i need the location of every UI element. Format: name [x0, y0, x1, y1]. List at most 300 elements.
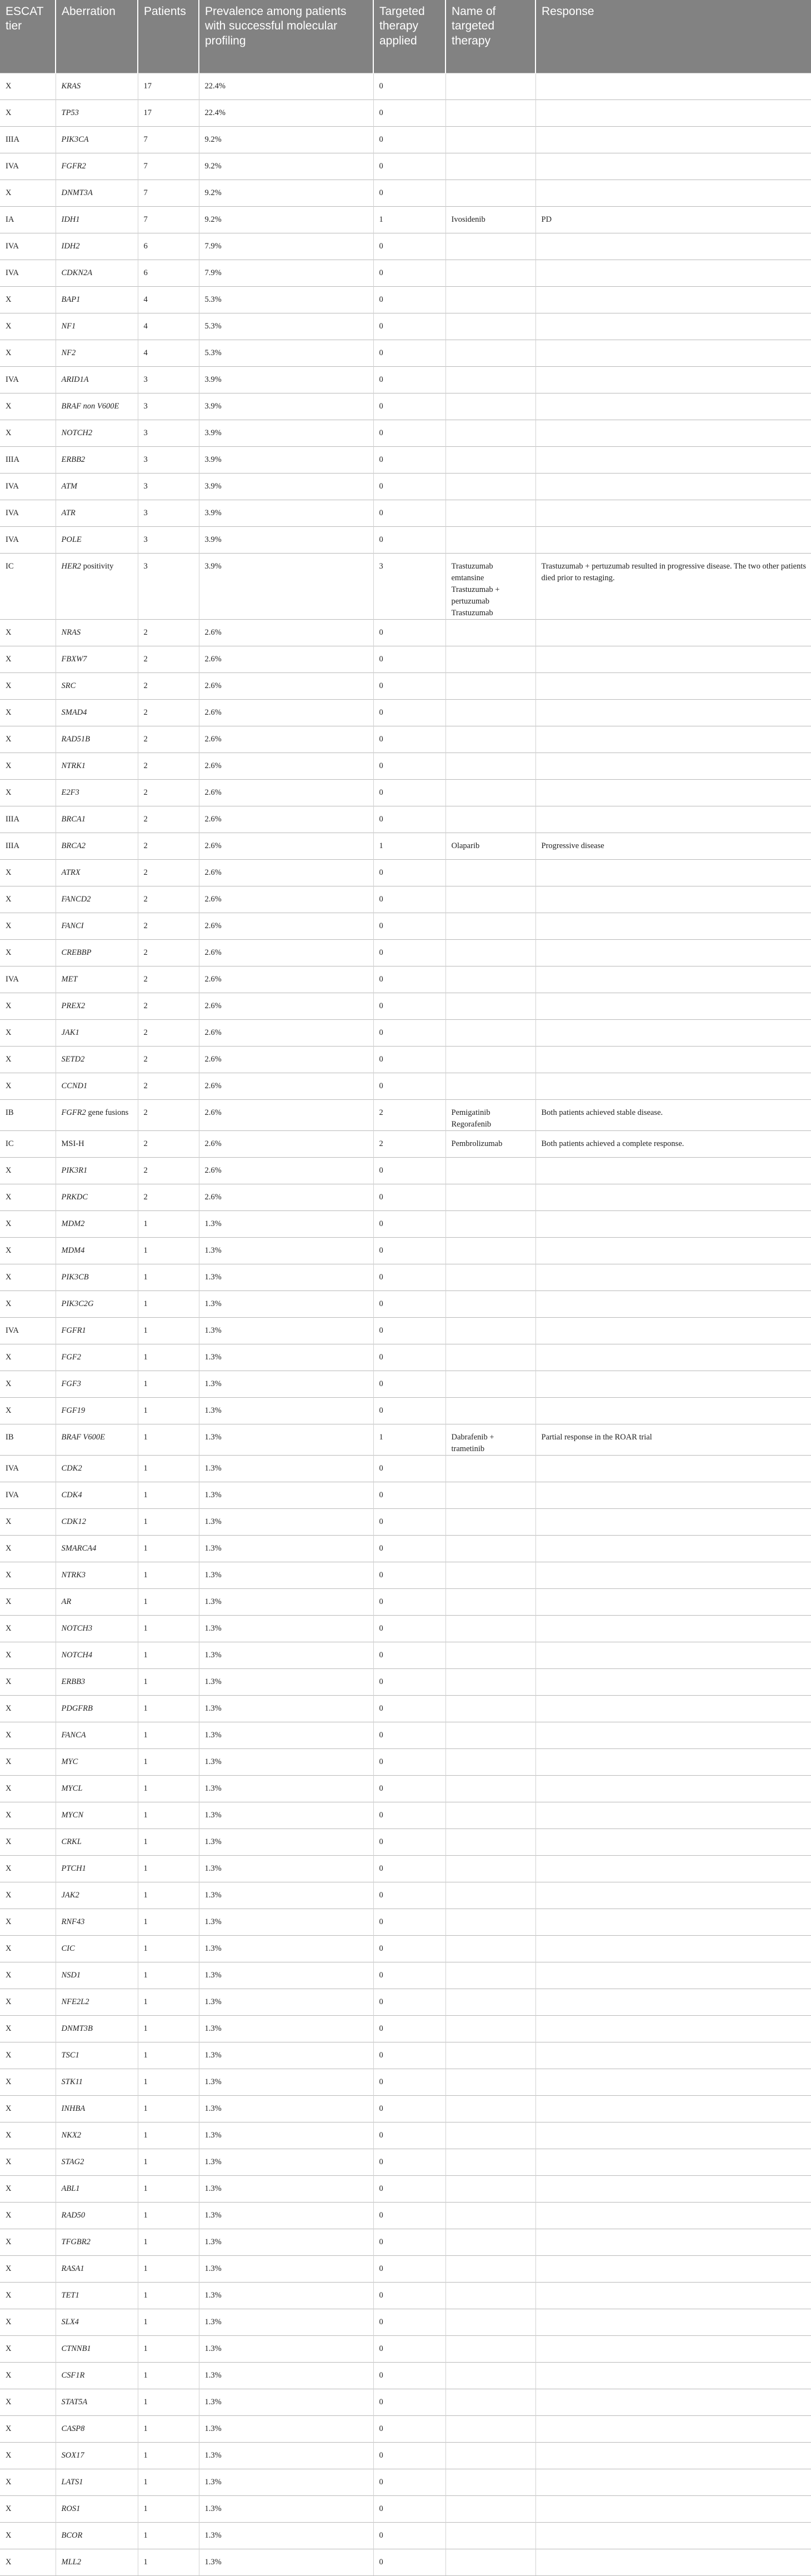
- cell-response: PD: [535, 206, 811, 233]
- cell-targeted-therapy-applied: 0: [373, 233, 445, 260]
- cell-prevalence: 2.6%: [199, 993, 373, 1019]
- cell-aberration: SMAD4: [56, 699, 138, 726]
- cell-response: [535, 2335, 811, 2362]
- cell-patients: 6: [138, 260, 199, 286]
- cell-patients: 1: [138, 1344, 199, 1371]
- cell-response: [535, 2202, 811, 2229]
- cell-aberration: STK11: [56, 2069, 138, 2095]
- cell-aberration: BRCA2: [56, 833, 138, 859]
- cell-prevalence: 1.3%: [199, 1615, 373, 1642]
- cell-targeted-therapy-applied: 0: [373, 1157, 445, 1184]
- cell-targeted-therapy-applied: 0: [373, 779, 445, 806]
- cell-escat-tier: X: [0, 1748, 56, 1775]
- cell-prevalence: 1.3%: [199, 1935, 373, 1962]
- cell-prevalence: 5.3%: [199, 286, 373, 313]
- table-row: [0, 939, 811, 966]
- cell-aberration: CTNNB1: [56, 2335, 138, 2362]
- cell-targeted-therapy-applied: 0: [373, 286, 445, 313]
- cell-targeted-therapy-applied: 0: [373, 366, 445, 393]
- table-row: [0, 1775, 811, 1802]
- cell-prevalence: 1.3%: [199, 1748, 373, 1775]
- cell-patients: 2: [138, 1073, 199, 1099]
- cell-patients: 1: [138, 2362, 199, 2389]
- cell-response: [535, 1695, 811, 1722]
- cell-prevalence: 1.3%: [199, 1397, 373, 1424]
- table-row: [0, 2469, 811, 2495]
- cell-escat-tier: X: [0, 1668, 56, 1695]
- cell-patients: 1: [138, 1748, 199, 1775]
- cell-aberration: CDK12: [56, 1508, 138, 1535]
- cell-escat-tier: X: [0, 99, 56, 126]
- cell-patients: 7: [138, 153, 199, 180]
- cell-prevalence: 1.3%: [199, 2309, 373, 2335]
- cell-response: [535, 2229, 811, 2255]
- gene-name: HER2: [61, 561, 81, 571]
- cell-response: [535, 753, 811, 779]
- cell-response: [535, 420, 811, 446]
- cell-escat-tier: X: [0, 1237, 56, 1264]
- cell-targeted-therapy-applied: 0: [373, 1264, 445, 1291]
- cell-aberration: E2F3: [56, 779, 138, 806]
- cell-escat-tier: X: [0, 1695, 56, 1722]
- cell-response: [535, 2015, 811, 2042]
- table-row: [0, 779, 811, 806]
- cell-escat-tier: X: [0, 1157, 56, 1184]
- cell-escat-tier: X: [0, 1775, 56, 1802]
- cell-name-of-targeted-therapy: [445, 779, 535, 806]
- cell-targeted-therapy-applied: 0: [373, 2415, 445, 2442]
- cell-response: [535, 73, 811, 99]
- cell-prevalence: 1.3%: [199, 1588, 373, 1615]
- table-row: [0, 1455, 811, 1482]
- cell-name-of-targeted-therapy: [445, 1909, 535, 1935]
- cell-prevalence: 1.3%: [199, 1371, 373, 1397]
- cell-prevalence: 1.3%: [199, 2469, 373, 2495]
- cell-targeted-therapy-applied: 0: [373, 1642, 445, 1668]
- cell-aberration: DNMT3A: [56, 180, 138, 206]
- cell-escat-tier: X: [0, 913, 56, 939]
- table-row: [0, 420, 811, 446]
- table-row: [0, 340, 811, 366]
- cell-targeted-therapy-applied: 0: [373, 1615, 445, 1642]
- cell-escat-tier: IVA: [0, 500, 56, 526]
- cell-patients: 1: [138, 1535, 199, 1562]
- cell-name-of-targeted-therapy: [445, 699, 535, 726]
- cell-patients: 1: [138, 1210, 199, 1237]
- table-row: [0, 1482, 811, 1508]
- table-row: [0, 2069, 811, 2095]
- cell-prevalence: 9.2%: [199, 126, 373, 153]
- cell-patients: 1: [138, 2495, 199, 2522]
- cell-targeted-therapy-applied: 0: [373, 526, 445, 553]
- header-targeted-therapy-applied: Targeted therapy applied: [373, 0, 445, 73]
- cell-prevalence: 7.9%: [199, 260, 373, 286]
- cell-patients: 4: [138, 286, 199, 313]
- cell-aberration: NOTCH3: [56, 1615, 138, 1642]
- cell-targeted-therapy-applied: 0: [373, 2015, 445, 2042]
- table-row: [0, 1130, 811, 1157]
- cell-prevalence: 1.3%: [199, 1989, 373, 2015]
- cell-name-of-targeted-therapy: [445, 2415, 535, 2442]
- cell-aberration: BCOR: [56, 2522, 138, 2549]
- table-row: [0, 366, 811, 393]
- cell-aberration: ABL1: [56, 2175, 138, 2202]
- cell-escat-tier: IIIA: [0, 833, 56, 859]
- cell-targeted-therapy-applied: 0: [373, 672, 445, 699]
- table-row: [0, 2309, 811, 2335]
- cell-prevalence: 2.6%: [199, 726, 373, 753]
- cell-aberration: RAD50: [56, 2202, 138, 2229]
- table-row: [0, 886, 811, 913]
- cell-name-of-targeted-therapy: [445, 126, 535, 153]
- cell-aberration: RAD51B: [56, 726, 138, 753]
- cell-escat-tier: X: [0, 1828, 56, 1855]
- cell-prevalence: 2.6%: [199, 1073, 373, 1099]
- cell-response: [535, 619, 811, 646]
- cell-name-of-targeted-therapy: Pembrolizumab: [445, 1130, 535, 1157]
- table-row: [0, 2522, 811, 2549]
- cell-prevalence: 9.2%: [199, 180, 373, 206]
- cell-targeted-therapy-applied: 0: [373, 1935, 445, 1962]
- cell-escat-tier: X: [0, 1722, 56, 1748]
- cell-response: [535, 99, 811, 126]
- cell-name-of-targeted-therapy: [445, 500, 535, 526]
- table-row: [0, 1855, 811, 1882]
- cell-escat-tier: X: [0, 939, 56, 966]
- cell-patients: 17: [138, 99, 199, 126]
- cell-escat-tier: X: [0, 1855, 56, 1882]
- aberration-qualifier: gene fusions: [88, 1108, 129, 1117]
- cell-aberration: FGFR2: [56, 153, 138, 180]
- table-row: [0, 1508, 811, 1535]
- cell-aberration: ATM: [56, 473, 138, 500]
- table-row: [0, 313, 811, 340]
- cell-aberration: KRAS: [56, 73, 138, 99]
- cell-prevalence: 1.3%: [199, 1802, 373, 1828]
- cell-targeted-therapy-applied: 0: [373, 340, 445, 366]
- cell-targeted-therapy-applied: 0: [373, 2495, 445, 2522]
- table-row: [0, 553, 811, 619]
- cell-prevalence: 2.6%: [199, 672, 373, 699]
- cell-prevalence: 1.3%: [199, 1855, 373, 1882]
- cell-targeted-therapy-applied: 0: [373, 1802, 445, 1828]
- table-row: [0, 1397, 811, 1424]
- cell-response: [535, 1775, 811, 1802]
- table-row: [0, 1748, 811, 1775]
- cell-name-of-targeted-therapy: [445, 420, 535, 446]
- cell-patients: 3: [138, 473, 199, 500]
- cell-prevalence: 3.9%: [199, 420, 373, 446]
- cell-targeted-therapy-applied: 0: [373, 2309, 445, 2335]
- cell-escat-tier: X: [0, 2415, 56, 2442]
- cell-patients: 1: [138, 1642, 199, 1668]
- cell-response: Both patients achieved stable disease.: [535, 1099, 811, 1130]
- cell-response: [535, 260, 811, 286]
- cell-response: [535, 2255, 811, 2282]
- cell-targeted-therapy-applied: 0: [373, 1748, 445, 1775]
- cell-aberration: NF2: [56, 340, 138, 366]
- cell-name-of-targeted-therapy: [445, 1508, 535, 1535]
- cell-escat-tier: IIIA: [0, 806, 56, 833]
- cell-patients: 1: [138, 2149, 199, 2175]
- cell-patients: 1: [138, 1264, 199, 1291]
- cell-aberration: FANCD2: [56, 886, 138, 913]
- cell-patients: 3: [138, 553, 199, 619]
- table-row: [0, 1210, 811, 1237]
- cell-response: [535, 726, 811, 753]
- cell-patients: 1: [138, 1989, 199, 2015]
- therapy-line: trametinib: [451, 1444, 485, 1453]
- cell-targeted-therapy-applied: 0: [373, 1962, 445, 1989]
- table-row: [0, 2042, 811, 2069]
- cell-prevalence: 1.3%: [199, 1237, 373, 1264]
- cell-aberration: SMARCA4: [56, 1535, 138, 1562]
- cell-response: [535, 1748, 811, 1775]
- cell-patients: 2: [138, 1019, 199, 1046]
- table-row: [0, 966, 811, 993]
- cell-name-of-targeted-therapy: [445, 286, 535, 313]
- cell-prevalence: 5.3%: [199, 313, 373, 340]
- cell-response: [535, 1157, 811, 1184]
- cell-response: [535, 1291, 811, 1317]
- cell-aberration: STAG2: [56, 2149, 138, 2175]
- cell-prevalence: 1.3%: [199, 1562, 373, 1588]
- cell-aberration: MYCN: [56, 1802, 138, 1828]
- table-row: [0, 2015, 811, 2042]
- table-row: [0, 2122, 811, 2149]
- cell-aberration: CSF1R: [56, 2362, 138, 2389]
- cell-aberration: SOX17: [56, 2442, 138, 2469]
- cell-targeted-therapy-applied: 0: [373, 1455, 445, 1482]
- cell-name-of-targeted-therapy: [445, 1073, 535, 1099]
- cell-targeted-therapy-applied: 0: [373, 2522, 445, 2549]
- table-row: [0, 286, 811, 313]
- cell-patients: 2: [138, 646, 199, 672]
- cell-prevalence: 2.6%: [199, 699, 373, 726]
- cell-response: [535, 1397, 811, 1424]
- cell-patients: 2: [138, 1184, 199, 1210]
- cell-prevalence: 2.6%: [199, 779, 373, 806]
- cell-name-of-targeted-therapy: Olaparib: [445, 833, 535, 859]
- table-row: [0, 260, 811, 286]
- cell-patients: 1: [138, 1962, 199, 1989]
- cell-response: [535, 2495, 811, 2522]
- cell-patients: 2: [138, 859, 199, 886]
- cell-escat-tier: X: [0, 1615, 56, 1642]
- cell-aberration: BRAF non V600E: [56, 393, 138, 420]
- cell-targeted-therapy-applied: 1: [373, 833, 445, 859]
- cell-aberration: NRAS: [56, 619, 138, 646]
- cell-targeted-therapy-applied: 0: [373, 1828, 445, 1855]
- cell-name-of-targeted-therapy: [445, 153, 535, 180]
- cell-targeted-therapy-applied: 3: [373, 553, 445, 619]
- cell-response: [535, 2549, 811, 2575]
- cell-prevalence: 2.6%: [199, 859, 373, 886]
- cell-aberration: CIC: [56, 1935, 138, 1962]
- cell-targeted-therapy-applied: 0: [373, 2255, 445, 2282]
- cell-escat-tier: X: [0, 2335, 56, 2362]
- table-row: [0, 2389, 811, 2415]
- cell-targeted-therapy-applied: 0: [373, 1909, 445, 1935]
- cell-name-of-targeted-therapy: [445, 2362, 535, 2389]
- cell-escat-tier: IVA: [0, 260, 56, 286]
- cell-patients: 2: [138, 1157, 199, 1184]
- cell-prevalence: 3.9%: [199, 526, 373, 553]
- cell-prevalence: 1.3%: [199, 2335, 373, 2362]
- cell-targeted-therapy-applied: 0: [373, 2095, 445, 2122]
- table-row: [0, 806, 811, 833]
- cell-escat-tier: IVA: [0, 233, 56, 260]
- cell-escat-tier: X: [0, 1962, 56, 1989]
- table-row: [0, 699, 811, 726]
- cell-targeted-therapy-applied: 0: [373, 619, 445, 646]
- cell-aberration: CDK2: [56, 1455, 138, 1482]
- cell-aberration: SRC: [56, 672, 138, 699]
- table-row: [0, 1828, 811, 1855]
- cell-escat-tier: X: [0, 1073, 56, 1099]
- cell-name-of-targeted-therapy: [445, 366, 535, 393]
- table-row: [0, 1588, 811, 1615]
- cell-patients: 6: [138, 233, 199, 260]
- table-row: [0, 2335, 811, 2362]
- cell-escat-tier: X: [0, 1508, 56, 1535]
- cell-aberration: FBXW7: [56, 646, 138, 672]
- cell-aberration: IDH2: [56, 233, 138, 260]
- cell-response: [535, 939, 811, 966]
- table-row: [0, 1046, 811, 1073]
- cell-response: [535, 913, 811, 939]
- cell-targeted-therapy-applied: 0: [373, 2442, 445, 2469]
- cell-name-of-targeted-therapy: [445, 473, 535, 500]
- cell-targeted-therapy-applied: 0: [373, 1291, 445, 1317]
- cell-aberration: ATR: [56, 500, 138, 526]
- header-patients: Patients: [138, 0, 199, 73]
- cell-response: [535, 2149, 811, 2175]
- cell-name-of-targeted-therapy: [445, 1184, 535, 1210]
- cell-targeted-therapy-applied: 2: [373, 1099, 445, 1130]
- cell-escat-tier: IVA: [0, 473, 56, 500]
- cell-targeted-therapy-applied: 0: [373, 1588, 445, 1615]
- cell-aberration: PIK3R1: [56, 1157, 138, 1184]
- cell-escat-tier: X: [0, 2255, 56, 2282]
- cell-aberration: FGF3: [56, 1371, 138, 1397]
- header-row: [0, 0, 811, 73]
- cell-response: [535, 2442, 811, 2469]
- cell-escat-tier: X: [0, 2149, 56, 2175]
- cell-name-of-targeted-therapy: [445, 526, 535, 553]
- cell-targeted-therapy-applied: 0: [373, 2362, 445, 2389]
- cell-escat-tier: X: [0, 1588, 56, 1615]
- cell-aberration: SLX4: [56, 2309, 138, 2335]
- cell-patients: 3: [138, 393, 199, 420]
- cell-targeted-therapy-applied: 0: [373, 393, 445, 420]
- cell-aberration: MYC: [56, 1748, 138, 1775]
- cell-escat-tier: X: [0, 886, 56, 913]
- cell-patients: 1: [138, 1371, 199, 1397]
- cell-escat-tier: X: [0, 1397, 56, 1424]
- table-row: [0, 1157, 811, 1184]
- header-aberration: Aberration: [56, 0, 138, 73]
- cell-prevalence: 1.3%: [199, 2042, 373, 2069]
- cell-targeted-therapy-applied: 0: [373, 886, 445, 913]
- cell-aberration: PIK3C2G: [56, 1291, 138, 1317]
- cell-name-of-targeted-therapy: [445, 2095, 535, 2122]
- cell-patients: 1: [138, 1455, 199, 1482]
- cell-targeted-therapy-applied: 0: [373, 913, 445, 939]
- cell-prevalence: 1.3%: [199, 1695, 373, 1722]
- cell-targeted-therapy-applied: 0: [373, 1695, 445, 1722]
- table-row: [0, 473, 811, 500]
- table-row: [0, 1935, 811, 1962]
- cell-patients: 1: [138, 2549, 199, 2575]
- cell-patients: 1: [138, 1695, 199, 1722]
- cell-response: [535, 1264, 811, 1291]
- cell-aberration: MSI-H: [56, 1130, 138, 1157]
- cell-targeted-therapy-applied: 0: [373, 260, 445, 286]
- cell-targeted-therapy-applied: 0: [373, 2549, 445, 2575]
- cell-patients: 2: [138, 913, 199, 939]
- cell-targeted-therapy-applied: 0: [373, 2175, 445, 2202]
- cell-escat-tier: X: [0, 2175, 56, 2202]
- table-row: [0, 99, 811, 126]
- cell-escat-tier: IVA: [0, 153, 56, 180]
- cell-prevalence: 2.6%: [199, 646, 373, 672]
- cell-escat-tier: IVA: [0, 966, 56, 993]
- table-row: [0, 1562, 811, 1588]
- cell-prevalence: 2.6%: [199, 1130, 373, 1157]
- table-row: [0, 2549, 811, 2575]
- cell-aberration: MLL2: [56, 2549, 138, 2575]
- cell-aberration: NSD1: [56, 1962, 138, 1989]
- cell-targeted-therapy-applied: 0: [373, 420, 445, 446]
- cell-targeted-therapy-applied: 0: [373, 2202, 445, 2229]
- cell-aberration: PIK3CB: [56, 1264, 138, 1291]
- table-row: [0, 1642, 811, 1668]
- cell-prevalence: 9.2%: [199, 153, 373, 180]
- cell-escat-tier: X: [0, 672, 56, 699]
- table-row: [0, 1264, 811, 1291]
- cell-targeted-therapy-applied: 0: [373, 1482, 445, 1508]
- cell-aberration: INHBA: [56, 2095, 138, 2122]
- cell-response: [535, 1828, 811, 1855]
- cell-patients: 1: [138, 1775, 199, 1802]
- cell-escat-tier: X: [0, 1535, 56, 1562]
- cell-escat-tier: X: [0, 1344, 56, 1371]
- cell-name-of-targeted-therapy: [445, 753, 535, 779]
- cell-targeted-therapy-applied: 0: [373, 699, 445, 726]
- cell-targeted-therapy-applied: 0: [373, 500, 445, 526]
- cell-name-of-targeted-therapy: [445, 806, 535, 833]
- cell-prevalence: 1.3%: [199, 1291, 373, 1317]
- cell-prevalence: 1.3%: [199, 1722, 373, 1748]
- cell-name-of-targeted-therapy: [445, 1855, 535, 1882]
- cell-targeted-therapy-applied: 1: [373, 1424, 445, 1455]
- therapy-line: Trastuzumab +: [451, 585, 500, 594]
- cell-response: [535, 1668, 811, 1695]
- cell-targeted-therapy-applied: 0: [373, 2469, 445, 2495]
- cell-aberration: NOTCH2: [56, 420, 138, 446]
- therapy-line: Trastuzumab: [451, 608, 493, 617]
- cell-escat-tier: X: [0, 1642, 56, 1668]
- cell-response: [535, 672, 811, 699]
- cell-name-of-targeted-therapy: [445, 2282, 535, 2309]
- cell-response: [535, 1615, 811, 1642]
- cell-prevalence: 5.3%: [199, 340, 373, 366]
- cell-response: [535, 126, 811, 153]
- cell-name-of-targeted-therapy: [445, 1317, 535, 1344]
- cell-response: [535, 286, 811, 313]
- cell-escat-tier: X: [0, 2202, 56, 2229]
